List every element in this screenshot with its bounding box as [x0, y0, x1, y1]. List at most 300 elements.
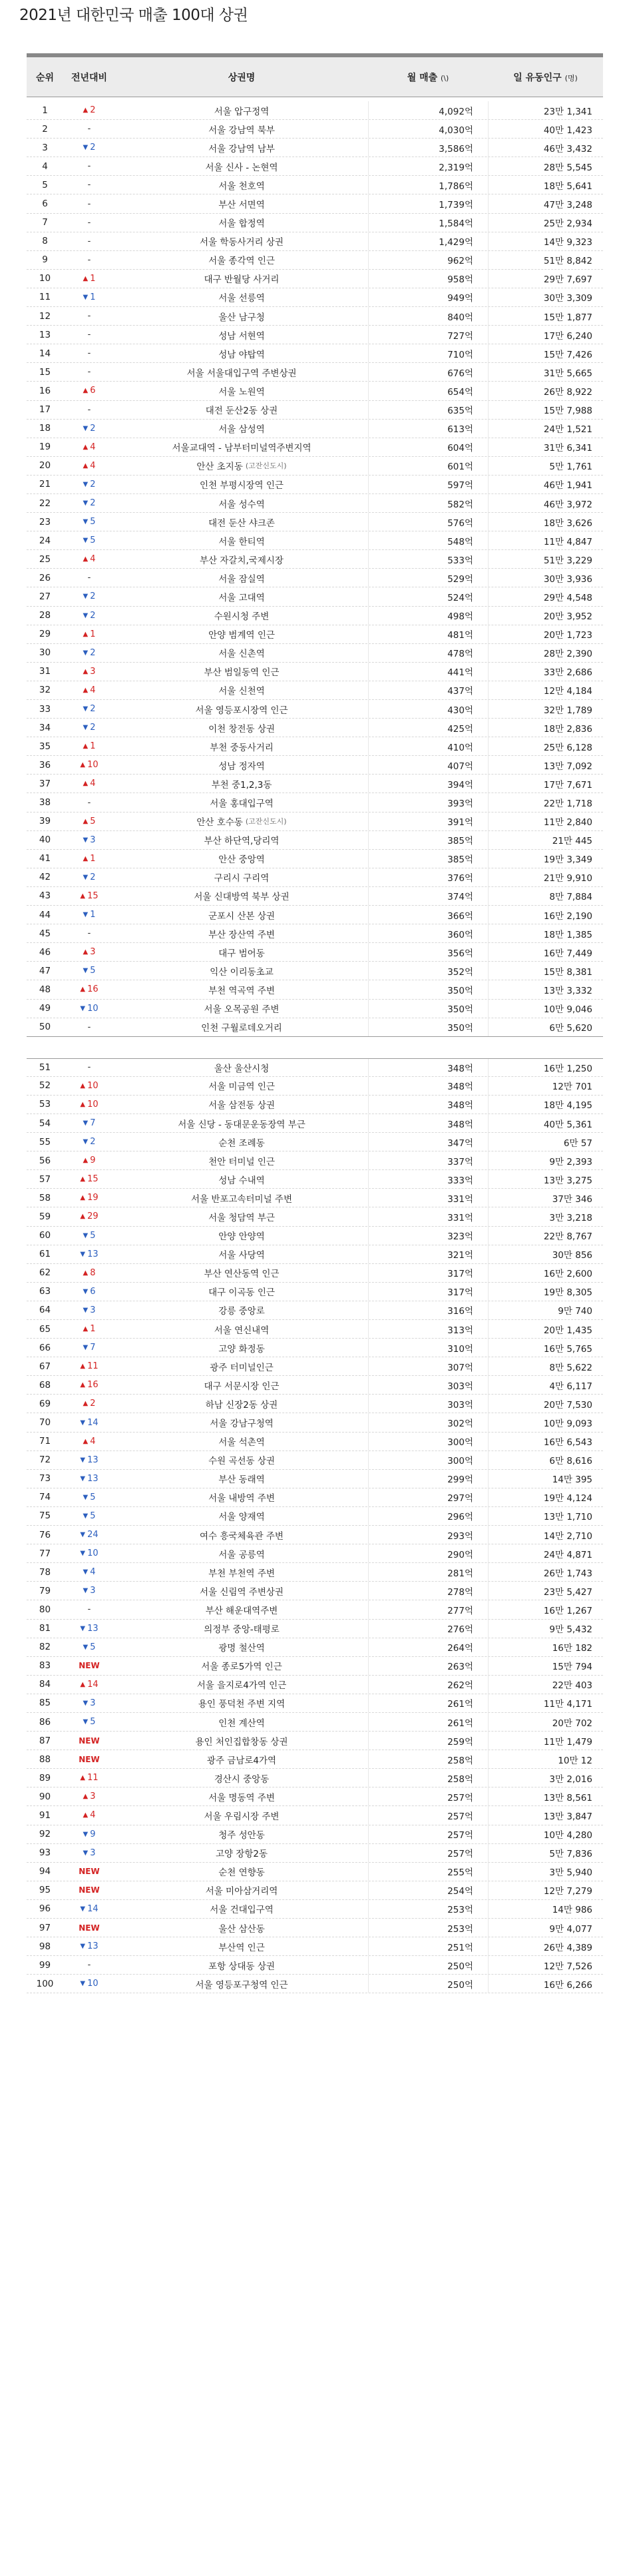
table-row	[27, 793, 603, 812]
change-cell	[63, 868, 115, 886]
rank-cell: 77	[39, 1548, 51, 1559]
table-row	[27, 868, 603, 887]
rank-cell: 56	[39, 1155, 51, 1166]
change-cell	[63, 1320, 115, 1338]
rank-cell: 48	[39, 984, 51, 995]
rank-cell: 73	[39, 1473, 51, 1484]
area-name: 순천 연향동	[218, 1867, 265, 1879]
sales-cell: 303억	[368, 1376, 488, 1394]
change-value: 11	[87, 1773, 99, 1783]
rank-cell: 4	[42, 161, 48, 172]
name-cell	[115, 1264, 368, 1282]
change-cell	[63, 101, 115, 119]
area-name: 서울 성수역	[218, 499, 265, 510]
pop-cell: 18만 4,195	[488, 1096, 603, 1114]
header-sales-label: 월 매출	[407, 72, 438, 83]
header-change: 전년대비	[71, 72, 108, 83]
change-cell	[63, 120, 115, 138]
name-cell	[115, 363, 368, 381]
change-cell	[63, 1151, 115, 1169]
change-value: -	[87, 180, 91, 190]
pop-cell: 11만 4,847	[488, 531, 603, 549]
table-row	[27, 719, 603, 737]
name-cell	[115, 1245, 368, 1263]
table-row	[27, 1956, 603, 1975]
change-value: 10	[87, 1548, 99, 1559]
change-value: 5	[90, 1642, 96, 1652]
name-cell	[115, 1750, 368, 1768]
pop-cell: 13만 1,710	[488, 1507, 603, 1525]
arrow-up-icon: ▲	[80, 1363, 86, 1371]
sales-cell: 385억	[368, 850, 488, 868]
rank-cell: 59	[39, 1211, 51, 1222]
name-cell	[115, 513, 368, 531]
pop-cell: 9만 2,393	[488, 1151, 603, 1169]
area-name: 서울 신대방역 북부 상권	[194, 892, 290, 903]
table-row	[27, 831, 603, 850]
name-cell	[115, 1863, 368, 1881]
sales-cell: 394억	[368, 775, 488, 793]
change-value: 2	[90, 498, 96, 509]
rank-cell: 95	[39, 1885, 51, 1896]
change-cell	[63, 139, 115, 157]
change-value: 7	[90, 1118, 96, 1129]
pop-cell: 20만 7,530	[488, 1395, 603, 1413]
name-cell	[115, 1600, 368, 1618]
change-value: -	[87, 367, 91, 378]
arrow-up-icon: ▲	[83, 817, 89, 825]
name-cell	[115, 1357, 368, 1375]
change-cell	[63, 1207, 115, 1225]
change-value: 13	[87, 1941, 99, 1952]
change-value: 3	[90, 1791, 96, 1802]
table-row	[27, 214, 603, 232]
pop-cell: 3만 5,940	[488, 1863, 603, 1881]
pop-cell: 40만 5,361	[488, 1114, 603, 1132]
change-value: 2	[90, 647, 96, 658]
change-value: -	[87, 348, 91, 359]
pop-cell: 26만 8,922	[488, 382, 603, 400]
name-cell	[115, 1227, 368, 1245]
table-row	[27, 737, 603, 756]
name-cell	[115, 1470, 368, 1488]
pop-cell: 46만 1,941	[488, 476, 603, 493]
pop-cell: 11만 2,840	[488, 812, 603, 830]
sales-cell: 391억	[368, 812, 488, 830]
rank-cell: 11	[39, 292, 51, 303]
table-row	[27, 438, 603, 457]
change-cell	[63, 1825, 115, 1843]
rank-cell: 88	[39, 1754, 51, 1765]
sales-cell: 676억	[368, 363, 488, 381]
pop-cell: 8만 5,622	[488, 1357, 603, 1375]
arrow-down-icon: ▼	[83, 705, 89, 713]
table-row	[27, 344, 603, 363]
sales-cell: 437억	[368, 681, 488, 699]
table-row	[27, 1713, 603, 1732]
change-cell	[63, 1077, 115, 1095]
table-row	[27, 1114, 603, 1133]
pop-cell: 31만 5,665	[488, 363, 603, 381]
rank-cell: 85	[39, 1698, 51, 1709]
arrow-up-icon: ▲	[80, 986, 86, 994]
sales-cell: 276억	[368, 1620, 488, 1638]
name-cell	[115, 401, 368, 419]
name-cell	[115, 1376, 368, 1394]
new-badge: NEW	[79, 1754, 100, 1764]
arrow-down-icon: ▼	[80, 1624, 86, 1632]
sales-cell: 307억	[368, 1357, 488, 1375]
table-row	[27, 569, 603, 587]
name-cell	[115, 476, 368, 493]
table-row	[27, 1657, 603, 1676]
change-cell	[63, 550, 115, 568]
change-cell	[63, 1339, 115, 1357]
table-row	[27, 157, 603, 176]
change-value: 4	[90, 1436, 96, 1447]
rank-cell: 79	[39, 1585, 51, 1596]
change-value: -	[87, 1062, 91, 1073]
table-row	[27, 1488, 603, 1507]
change-value: -	[87, 198, 91, 209]
sales-cell: 257억	[368, 1806, 488, 1824]
name-cell	[115, 569, 368, 587]
arrow-up-icon: ▲	[83, 667, 89, 675]
area-name: 서울 내방역 주변	[208, 1493, 275, 1504]
rank-cell: 8	[42, 236, 48, 247]
arrow-up-icon: ▲	[83, 686, 89, 694]
pop-cell: 6만 5,620	[488, 1018, 603, 1036]
pop-cell: 26만 4,389	[488, 1937, 603, 1955]
table-row	[27, 1320, 603, 1339]
arrow-down-icon: ▼	[83, 1587, 89, 1595]
area-name: 울산 삼산동	[218, 1923, 265, 1935]
sales-cell: 4,092억	[368, 101, 488, 119]
area-name: 부산 서면역	[218, 200, 265, 211]
pop-cell: 47만 3,248	[488, 194, 603, 212]
name-cell	[115, 1507, 368, 1525]
pop-cell: 20만 3,952	[488, 607, 603, 625]
sales-cell: 317억	[368, 1264, 488, 1282]
arrow-down-icon: ▼	[80, 1550, 86, 1558]
pop-cell: 10만 9,093	[488, 1413, 603, 1431]
change-cell	[63, 1376, 115, 1394]
pop-cell: 16만 7,449	[488, 943, 603, 961]
arrow-down-icon: ▼	[83, 1568, 89, 1576]
area-name: 부산 해운대역주변	[205, 1605, 278, 1616]
change-value: 5	[90, 535, 96, 546]
change-value: 7	[90, 1343, 96, 1353]
change-cell	[63, 420, 115, 438]
area-name: 서울 을지로4가역 인근	[196, 1680, 287, 1692]
pop-cell: 11만 1,479	[488, 1732, 603, 1750]
change-cell	[63, 401, 115, 419]
area-name: 안양 안양역	[218, 1231, 265, 1243]
name-cell	[115, 1000, 368, 1018]
area-name: 부산역 인근	[218, 1942, 265, 1953]
rank-cell: 70	[39, 1417, 51, 1429]
change-value: 10	[87, 760, 99, 771]
change-cell	[63, 363, 115, 381]
area-name: 서울 강남역 남부	[208, 143, 275, 155]
change-value: 3	[90, 1305, 96, 1315]
arrow-down-icon: ▼	[83, 836, 89, 844]
sales-cell: 347억	[368, 1133, 488, 1151]
area-name: 대구 이곡동 인근	[208, 1287, 275, 1299]
table-row	[27, 1937, 603, 1956]
change-cell	[63, 1582, 115, 1600]
change-value: 1	[90, 910, 96, 920]
rank-cell: 34	[39, 722, 51, 733]
change-cell	[63, 1844, 115, 1862]
area-name: 경산시 중앙동	[214, 1773, 270, 1785]
arrow-down-icon: ▼	[83, 499, 89, 507]
change-value: -	[87, 254, 91, 265]
table-row	[27, 139, 603, 157]
name-cell	[115, 1170, 368, 1188]
table-row	[27, 1787, 603, 1806]
name-cell	[115, 1096, 368, 1114]
rank-cell: 61	[39, 1249, 51, 1260]
sales-cell: 303억	[368, 1395, 488, 1413]
area-name: 서울 강남구청역	[210, 1419, 274, 1430]
change-value: 2	[90, 1137, 96, 1147]
area-name: 여수 흥국체육관 주변	[200, 1530, 284, 1542]
sales-cell: 604억	[368, 438, 488, 456]
arrow-up-icon: ▲	[83, 854, 89, 862]
change-cell	[63, 531, 115, 549]
sales-cell: 1,584억	[368, 214, 488, 232]
change-value: -	[87, 928, 91, 939]
table-row	[27, 1000, 603, 1018]
rank-cell: 89	[39, 1772, 51, 1783]
sales-cell: 313억	[368, 1320, 488, 1338]
area-name: 서울 연신내역	[214, 1325, 270, 1336]
area-name: 대전 둔산2동 상권	[205, 406, 278, 417]
arrow-down-icon: ▼	[80, 1980, 86, 1988]
table-row	[27, 401, 603, 420]
table-row	[27, 1227, 603, 1245]
header-pop-label: 일 유동인구	[513, 72, 562, 83]
change-cell	[63, 943, 115, 961]
sales-cell: 1,739억	[368, 194, 488, 212]
table-row	[27, 251, 603, 270]
sales-cell: 257억	[368, 1844, 488, 1862]
change-value: 2	[90, 423, 96, 434]
rank-cell: 60	[39, 1230, 51, 1241]
area-name: 부천 중1,2,3동	[211, 779, 272, 791]
rank-cell: 45	[39, 928, 51, 939]
sales-cell: 281억	[368, 1563, 488, 1581]
arrow-down-icon: ▼	[83, 480, 89, 488]
pop-cell: 13만 7,092	[488, 756, 603, 774]
arrow-down-icon: ▼	[83, 518, 89, 526]
pop-cell: 46만 3,432	[488, 139, 603, 157]
change-value: 5	[90, 1717, 96, 1728]
change-cell	[63, 1600, 115, 1618]
rank-cell: 46	[39, 946, 51, 958]
name-cell	[115, 812, 368, 830]
area-name: 고양 장항2동	[215, 1849, 268, 1860]
table-row	[27, 850, 603, 868]
sales-cell: 524억	[368, 587, 488, 605]
sales-cell: 597억	[368, 476, 488, 493]
page-title: 2021년 대한민국 매출 100대 상권	[19, 7, 248, 24]
sales-cell: 529억	[368, 569, 488, 587]
change-value: 10	[87, 1003, 99, 1014]
table-row	[27, 924, 603, 943]
table-row	[27, 1919, 603, 1937]
pop-cell: 15만 1,877	[488, 307, 603, 325]
pop-cell: 29만 4,548	[488, 587, 603, 605]
area-name: 서울 노원역	[218, 386, 265, 398]
change-cell	[63, 288, 115, 306]
pop-cell: 21만 9,910	[488, 868, 603, 886]
area-name: 성남 야탑역	[218, 349, 265, 360]
sales-cell: 348억	[368, 1059, 488, 1076]
table-row	[27, 494, 603, 513]
change-value: 2	[90, 872, 96, 882]
pop-cell: 32만 1,789	[488, 700, 603, 718]
name-cell	[115, 157, 368, 175]
area-name: 수원 곡선동 상권	[208, 1456, 275, 1467]
arrow-up-icon: ▲	[83, 1157, 89, 1165]
arrow-up-icon: ▲	[83, 462, 89, 470]
pop-cell: 37만 346	[488, 1189, 603, 1207]
name-cell	[115, 1018, 368, 1036]
pop-cell: 3만 3,218	[488, 1207, 603, 1225]
arrow-down-icon: ▼	[83, 1120, 89, 1127]
pop-cell: 19만 3,349	[488, 850, 603, 868]
pop-cell: 26만 1,743	[488, 1563, 603, 1581]
pop-cell: 10만 12	[488, 1750, 603, 1768]
area-name: 서울 신사 - 논현역	[205, 162, 278, 173]
change-cell	[63, 1133, 115, 1151]
table-row	[27, 1133, 603, 1151]
area-name: 대구 반월당 사거리	[204, 274, 280, 286]
name-cell	[115, 700, 368, 718]
sales-cell: 4,030억	[368, 120, 488, 138]
rank-cell: 86	[39, 1716, 51, 1728]
rank-cell: 23	[39, 516, 51, 527]
sales-cell: 2,319억	[368, 157, 488, 175]
name-cell	[115, 663, 368, 681]
change-cell	[63, 382, 115, 400]
name-cell	[115, 962, 368, 980]
pop-cell: 17만 6,240	[488, 326, 603, 344]
change-value: 4	[90, 460, 96, 471]
rank-cell: 100	[36, 1978, 54, 1989]
sales-cell: 321억	[368, 1245, 488, 1263]
sales-cell: 250억	[368, 1956, 488, 1974]
change-cell	[63, 812, 115, 830]
arrow-down-icon: ▼	[83, 424, 89, 432]
area-name: 광주 금남로4가역	[206, 1755, 277, 1766]
change-cell	[63, 1018, 115, 1036]
pop-cell: 6만 57	[488, 1133, 603, 1151]
change-cell	[63, 1750, 115, 1768]
area-name: 부산 동래역	[218, 1474, 265, 1486]
change-cell	[63, 793, 115, 811]
sales-cell: 366억	[368, 906, 488, 924]
arrow-up-icon: ▲	[80, 1175, 86, 1183]
change-value: 13	[87, 1249, 99, 1259]
area-name: 부산 범일동역 인근	[204, 667, 280, 679]
change-value: 5	[90, 1492, 96, 1502]
area-name: 광주 터미널인근	[210, 1362, 274, 1373]
change-cell	[63, 587, 115, 605]
table-row	[27, 1526, 603, 1544]
sales-cell: 3,586억	[368, 139, 488, 157]
rank-cell: 15	[39, 366, 51, 378]
sales-cell: 840억	[368, 307, 488, 325]
area-note: (고잔신도시)	[245, 462, 287, 471]
name-cell	[115, 644, 368, 662]
table-row	[27, 1207, 603, 1226]
arrow-up-icon: ▲	[80, 1774, 86, 1782]
sales-cell: 258억	[368, 1769, 488, 1787]
change-cell	[63, 1863, 115, 1881]
change-cell	[63, 1433, 115, 1450]
rank-cell: 26	[39, 572, 51, 583]
rank-cell: 33	[39, 703, 51, 715]
arrow-down-icon: ▼	[80, 1905, 86, 1913]
name-cell	[115, 1900, 368, 1918]
change-cell	[63, 962, 115, 980]
change-cell	[63, 1676, 115, 1694]
arrow-up-icon: ▲	[83, 274, 89, 282]
change-value: 24	[87, 1530, 99, 1540]
sales-cell: 296억	[368, 1507, 488, 1525]
change-value: 14	[87, 1417, 99, 1428]
arrow-down-icon: ▼	[83, 293, 89, 301]
table-row	[27, 1151, 603, 1170]
name-cell	[115, 1732, 368, 1750]
new-badge: NEW	[79, 1923, 100, 1933]
arrow-down-icon: ▼	[80, 1474, 86, 1482]
table-row	[27, 644, 603, 663]
sales-cell: 333억	[368, 1170, 488, 1188]
change-cell	[63, 438, 115, 456]
change-value: 2	[90, 591, 96, 602]
area-name: 안산 중앙역	[218, 854, 265, 866]
sales-cell: 253억	[368, 1900, 488, 1918]
sales-cell: 348억	[368, 1096, 488, 1114]
change-cell	[63, 176, 115, 194]
arrow-up-icon: ▲	[83, 743, 89, 751]
arrow-up-icon: ▲	[80, 1194, 86, 1202]
rank-cell: 49	[39, 1003, 51, 1014]
name-cell	[115, 1676, 368, 1694]
pop-cell: 13만 8,561	[488, 1787, 603, 1805]
arrow-up-icon: ▲	[80, 761, 86, 769]
name-cell	[115, 139, 368, 157]
rank-cell: 5	[42, 179, 48, 190]
name-cell	[115, 1413, 368, 1431]
area-name: 서울 선릉역	[218, 293, 265, 304]
name-cell	[115, 1077, 368, 1095]
table-row	[27, 513, 603, 531]
sales-cell: 300억	[368, 1451, 488, 1469]
table-row	[27, 550, 603, 569]
arrow-down-icon: ▼	[80, 1004, 86, 1012]
name-cell	[115, 251, 368, 269]
arrow-up-icon: ▲	[83, 1400, 89, 1408]
arrow-down-icon: ▼	[83, 1306, 89, 1314]
arrow-up-icon: ▲	[83, 1325, 89, 1333]
change-value: 2	[90, 1399, 96, 1409]
arrow-up-icon: ▲	[83, 555, 89, 563]
